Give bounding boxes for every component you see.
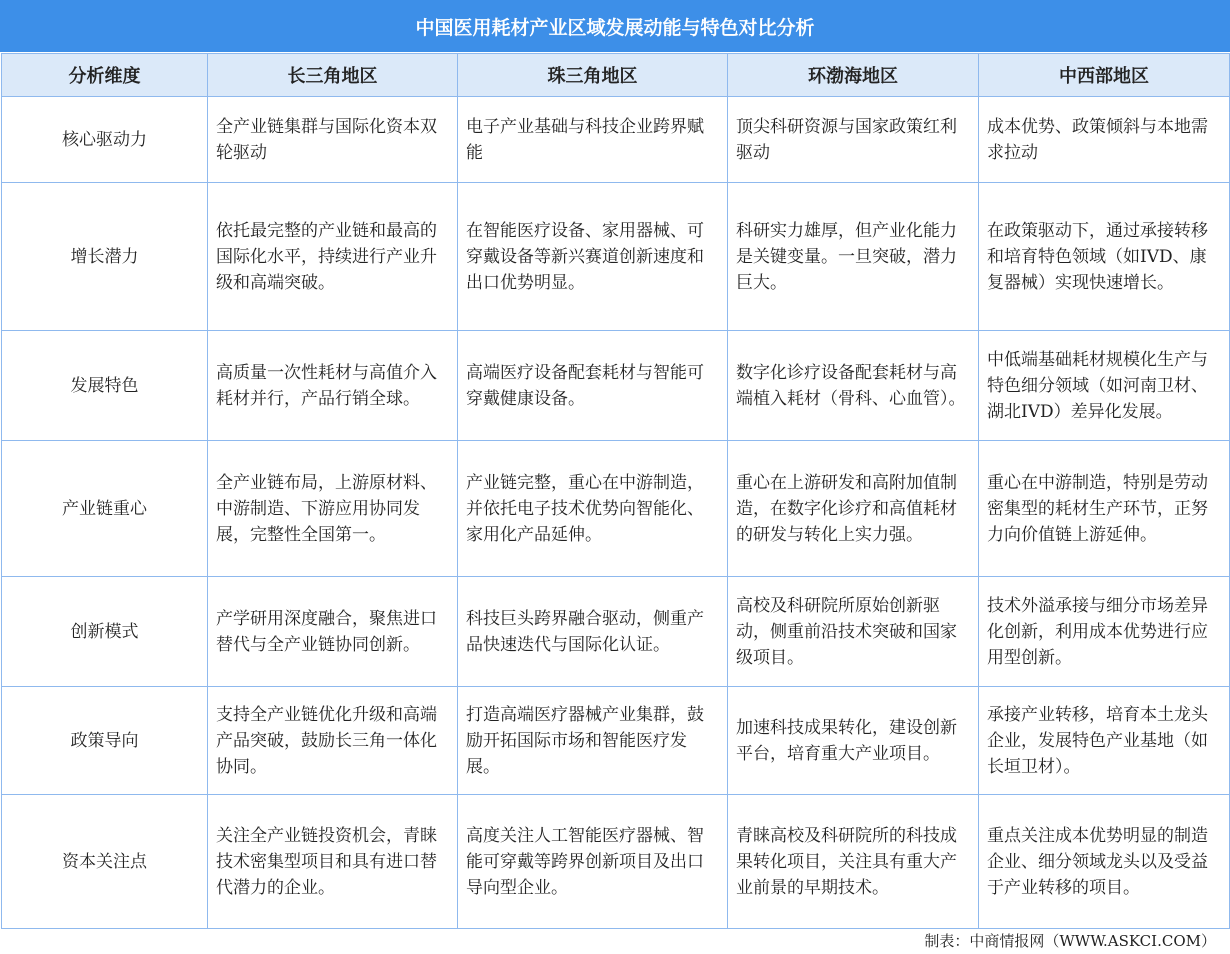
row-dimension: 创新模式: [2, 577, 208, 687]
table-row: [2, 331, 1230, 441]
table-cell: 全产业链集群与国际化资本双轮驱动: [208, 97, 458, 183]
column-header-central-west: 中西部地区: [979, 54, 1230, 97]
column-header-dimension: 分析维度: [2, 54, 208, 97]
table-cell: 在政策驱动下，通过承接转移和培育特色领域（如IVD、康复器械）实现快速增长。: [979, 183, 1230, 331]
row-dimension: 增长潜力: [2, 183, 208, 331]
table-row: [2, 577, 1230, 687]
column-header-pearl-delta: 珠三角地区: [458, 54, 728, 97]
row-dimension: 核心驱动力: [2, 97, 208, 183]
table-cell: 高校及科研院所原始创新驱动，侧重前沿技术突破和国家级项目。: [728, 577, 979, 687]
table-cell: 成本优势、政策倾斜与本地需求拉动: [979, 97, 1230, 183]
table-cell: 产业链完整，重心在中游制造，并依托电子技术优势向智能化、家用化产品延伸。: [458, 441, 728, 577]
table-cell: 承接产业转移，培育本土龙头企业，发展特色产业基地（如长垣卫材）。: [979, 687, 1230, 795]
table-cell: 产学研用深度融合，聚焦进口替代与全产业链协同创新。: [208, 577, 458, 687]
table-cell: 顶尖科研资源与国家政策红利驱动: [728, 97, 979, 183]
table-title: 中国医用耗材产业区域发展动能与特色对比分析: [0, 0, 1230, 52]
table-cell: 关注全产业链投资机会，青睐技术密集型项目和具有进口替代潜力的企业。: [208, 795, 458, 929]
table-cell: 高端医疗设备配套耗材与智能可穿戴健康设备。: [458, 331, 728, 441]
table-cell: 科技巨头跨界融合驱动，侧重产品快速迭代与国际化认证。: [458, 577, 728, 687]
table-row: [2, 97, 1230, 183]
row-dimension: 发展特色: [2, 331, 208, 441]
table-row: [2, 441, 1230, 577]
table-row: [2, 687, 1230, 795]
table-cell: 重心在上游研发和高附加值制造，在数字化诊疗和高值耗材的研发与转化上实力强。: [728, 441, 979, 577]
table-cell: 依托最完整的产业链和最高的国际化水平，持续进行产业升级和高端突破。: [208, 183, 458, 331]
table-cell: 高度关注人工智能医疗器械、智能可穿戴等跨界创新项目及出口导向型企业。: [458, 795, 728, 929]
table-cell: 在智能医疗设备、家用器械、可穿戴设备等新兴赛道创新速度和出口优势明显。: [458, 183, 728, 331]
table-cell: 重点关注成本优势明显的制造企业、细分领域龙头以及受益于产业转移的项目。: [979, 795, 1230, 929]
table-cell: 技术外溢承接与细分市场差异化创新，利用成本优势进行应用型创新。: [979, 577, 1230, 687]
table-row: [2, 795, 1230, 929]
table-cell: 中低端基础耗材规模化生产与特色细分领域（如河南卫材、湖北IVD）差异化发展。: [979, 331, 1230, 441]
table-cell: 电子产业基础与科技企业跨界赋能: [458, 97, 728, 183]
comparison-table: [1, 53, 1230, 929]
header-row: [2, 54, 1230, 97]
table-cell: 青睐高校及科研院所的科技成果转化项目，关注具有重大产业前景的早期技术。: [728, 795, 979, 929]
table-cell: 打造高端医疗器械产业集群，鼓励开拓国际市场和智能医疗发展。: [458, 687, 728, 795]
table-cell: 数字化诊疗设备配套耗材与高端植入耗材（骨科、心血管）。: [728, 331, 979, 441]
row-dimension: 产业链重心: [2, 441, 208, 577]
column-header-yangtze-delta: 长三角地区: [208, 54, 458, 97]
column-header-bohai-rim: 环渤海地区: [728, 54, 979, 97]
row-dimension: 政策导向: [2, 687, 208, 795]
source-note: 制表：中商情报网（WWW.ASKCI.COM）: [924, 932, 1216, 950]
table-cell: 加速科技成果转化，建设创新平台，培育重大产业项目。: [728, 687, 979, 795]
table-cell: 全产业链布局，上游原材料、中游制造、下游应用协同发展，完整性全国第一。: [208, 441, 458, 577]
table-cell: 重心在中游制造，特别是劳动密集型的耗材生产环节，正努力向价值链上游延伸。: [979, 441, 1230, 577]
table-cell: 科研实力雄厚，但产业化能力是关键变量。一旦突破，潜力巨大。: [728, 183, 979, 331]
table-cell: 支持全产业链优化升级和高端产品突破，鼓励长三角一体化协同。: [208, 687, 458, 795]
table-row: [2, 183, 1230, 331]
table-cell: 高质量一次性耗材与高值介入耗材并行，产品行销全球。: [208, 331, 458, 441]
row-dimension: 资本关注点: [2, 795, 208, 929]
